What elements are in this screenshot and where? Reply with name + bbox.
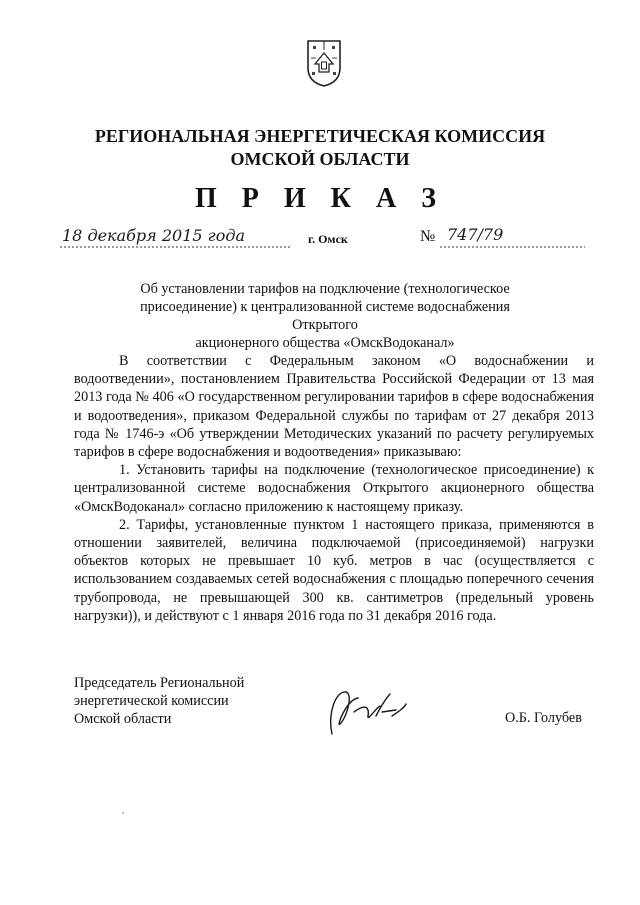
handwritten-number: 747/79 xyxy=(447,225,504,244)
signatory-line-3: Омской области xyxy=(74,711,172,728)
signatory-title xyxy=(74,674,244,729)
title-line-2: присоединение) к централизованной системе водоснабжения Открытого xyxy=(140,299,510,333)
handwritten-date: 18 декабря 2015 года xyxy=(62,226,246,245)
signer-name: О.Б. Голубев xyxy=(505,710,582,726)
org-name-line1: РЕГИОНАЛЬНАЯ ЭНЕРГЕТИЧЕСКАЯ КОМИССИЯ xyxy=(94,126,546,146)
number-label: № xyxy=(420,228,436,245)
document-type: П Р И К А З xyxy=(195,183,445,214)
document-body xyxy=(74,352,594,625)
signatory-line-1: Председатель Региональной xyxy=(74,675,245,691)
scan-speck xyxy=(122,812,124,814)
preamble-paragraph: В соответствии с Федеральным законом «О водоснабжении и водоотведении», постановлением Правительства Российской Федерации от 13 мая 2013 года № 406 «О государственном регулировании тарифов в сфере водоснабжения и водоотведения», приказом Федеральной службы по тарифам от 27 декабря 2013 года № 1746-э «Об утверждении Методических указаний по расчету регулируемых тарифов в сфере водоснабжения и водоотведения» приказываю: xyxy=(74,353,594,461)
date-underline xyxy=(60,245,290,249)
signatory-line-2: энергетической комиссии xyxy=(74,693,229,710)
title-line-1: Об установлении тарифов на подключение (технологическое xyxy=(140,281,510,297)
org-name-line2: ОМСКОЙ ОБЛАСТИ xyxy=(230,149,410,169)
coat-of-arms-icon xyxy=(305,38,343,88)
number-underline xyxy=(440,245,585,249)
title-line-3: акционерного общества «ОмскВодоканал» xyxy=(195,335,455,351)
city: г. Омск xyxy=(308,232,348,246)
clause-1-paragraph: 1. Установить тарифы на подключение (технологическое присоединение) к централизованной системе водоснабжения Открытого акционерного общества «ОмскВодоканал» согласно приложению к настоящему приказу. xyxy=(74,462,594,515)
handwritten-signature xyxy=(318,686,408,738)
clause-2-paragraph: 2. Тарифы, установленные пунктом 1 настоящего приказа, применяются в отношении заявителей, величина подключаемой (присоединяемой) нагрузки объектов которых не превышает 10 куб. метров в час (осуществляется с использованием создаваемых сетей водоснабжения с площадью поперечного сечения трубопровода, не превышающей 300 кв. сантиметров (предельный уровень нагрузки)), и действуют с 1 января 2016 года по 31 декабря 2016 года. xyxy=(74,516,594,624)
document-title xyxy=(120,280,530,352)
